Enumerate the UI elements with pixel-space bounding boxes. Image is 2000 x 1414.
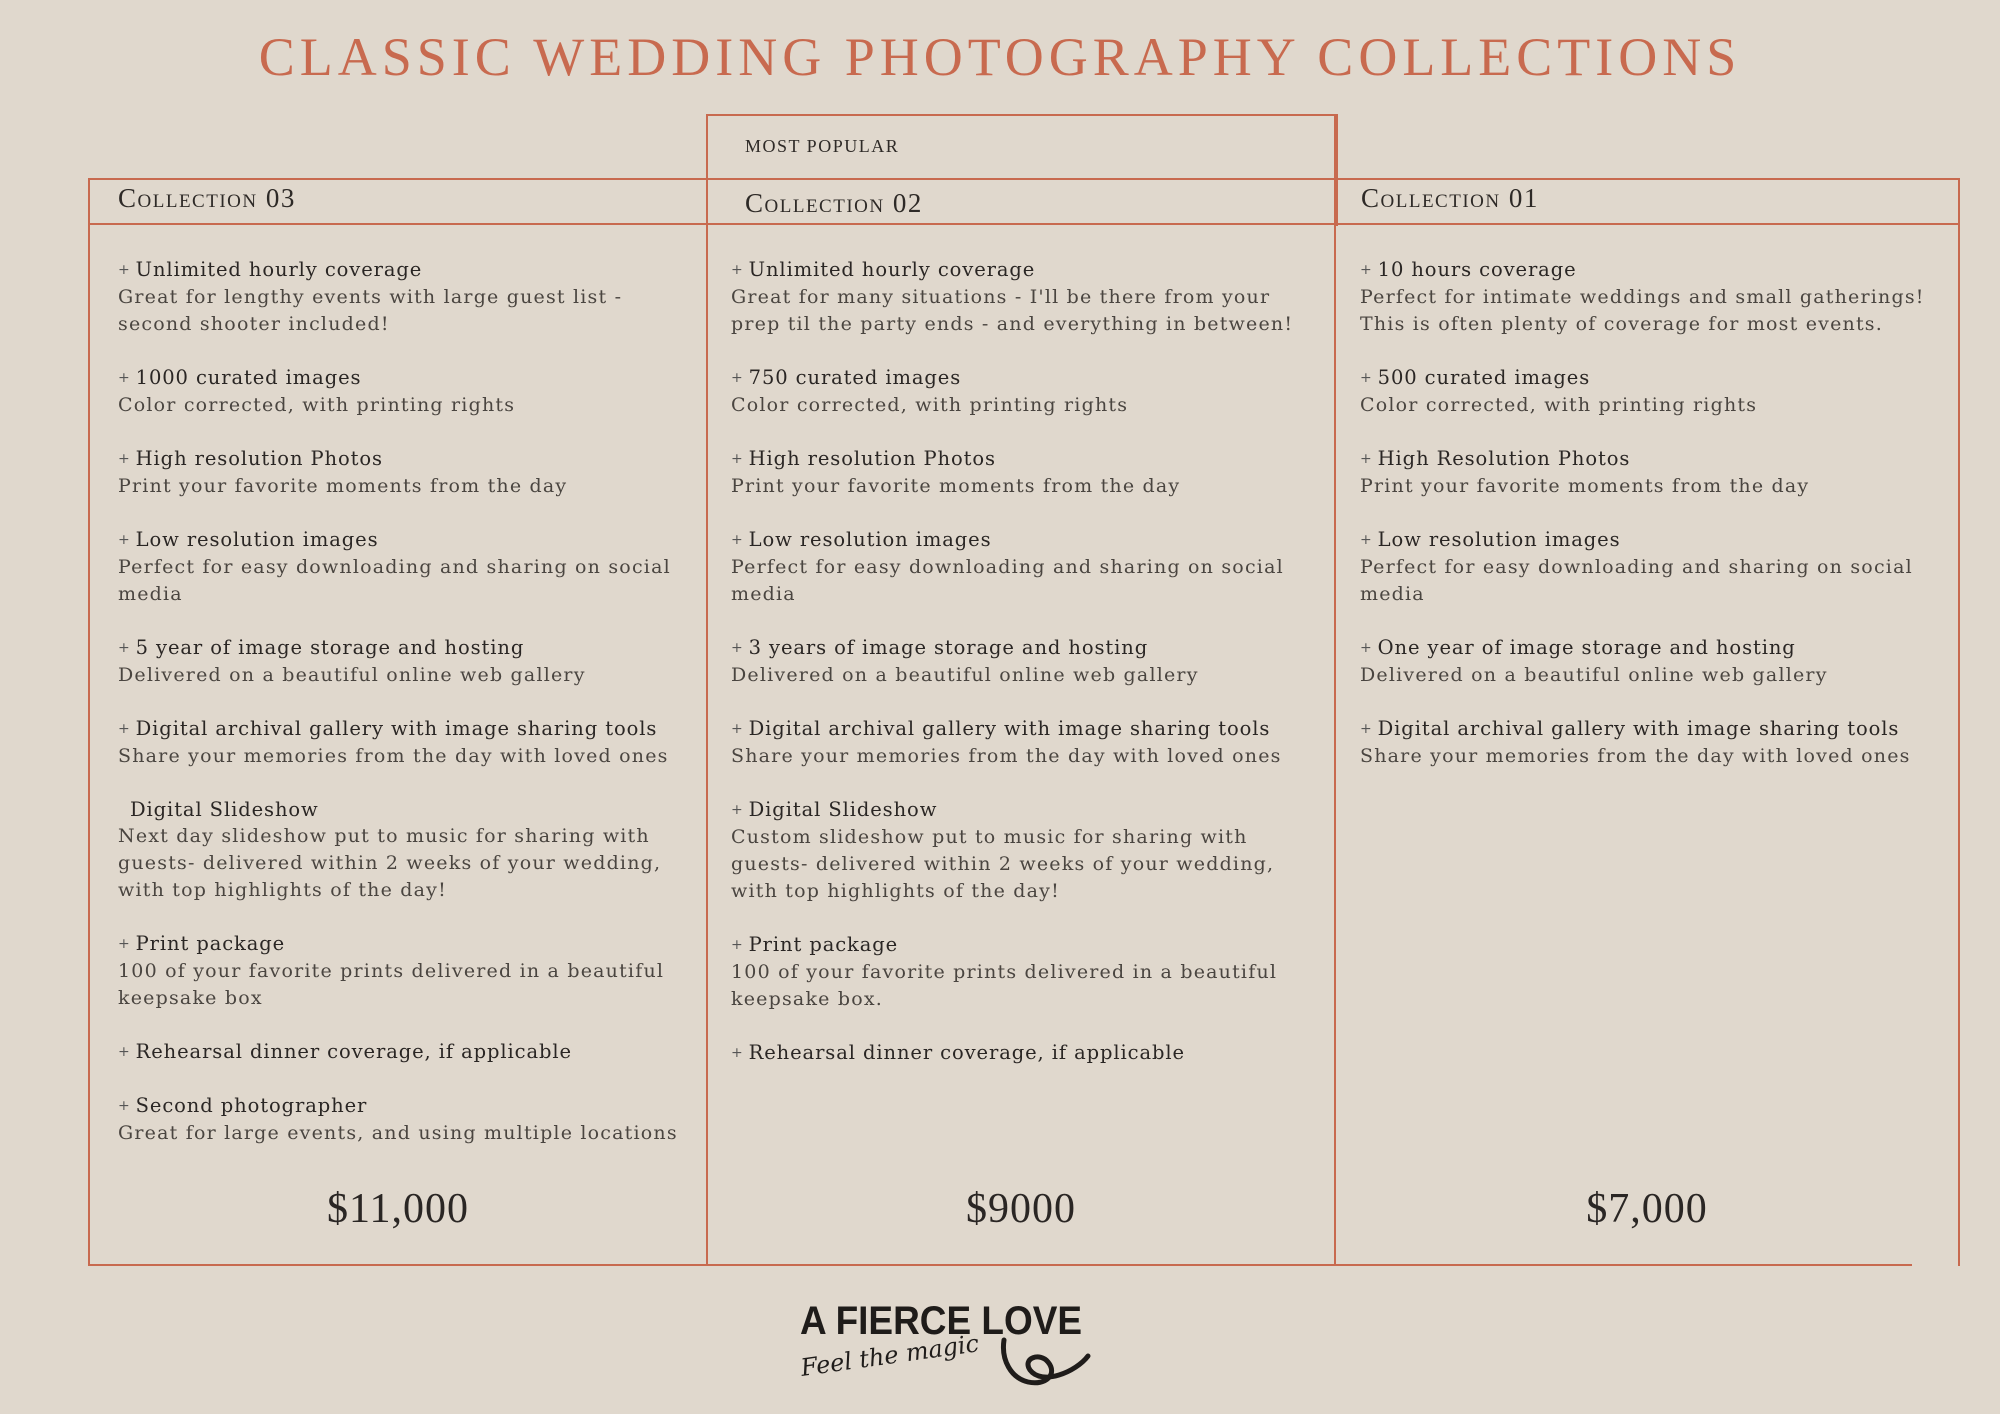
feature-item	[118, 930, 698, 1012]
feature-title	[118, 634, 698, 662]
feature-title	[1360, 634, 1950, 662]
collection-03-title: Collection 03	[118, 183, 296, 213]
collection-03-price: $11,000	[327, 1186, 469, 1232]
most-popular-label: MOST POPULAR	[745, 136, 900, 156]
feature-title	[731, 931, 1321, 959]
logo-wordmark: A FIERCE LOVE	[800, 1299, 1082, 1343]
feature-description: 100 of your favorite prints delivered in a beautiful keepsake box	[118, 960, 665, 1009]
feature-description: Perfect for easy downloading and sharing on social media	[118, 556, 671, 605]
plus-bullet-icon: +	[118, 1098, 131, 1114]
feature-title-text: Unlimited hourly coverage	[748, 258, 1036, 281]
plus-bullet-icon: +	[1360, 532, 1373, 548]
feature-item	[1360, 634, 1950, 689]
feature-title	[731, 526, 1321, 554]
feature-title-text: Low resolution images	[135, 528, 379, 551]
table-top-border	[88, 178, 1960, 180]
feature-item	[118, 445, 698, 500]
feature-title-text: 3 years of image storage and hosting	[748, 636, 1149, 659]
plus-bullet-icon: +	[118, 721, 131, 737]
feature-item	[731, 634, 1321, 689]
feature-description: Print your favorite moments from the day	[731, 475, 1181, 497]
collection-02-price: $9000	[966, 1186, 1076, 1232]
fierce-love-logo	[796, 1290, 1096, 1400]
feature-description: Share your memories from the day with loved ones	[1360, 745, 1911, 767]
feature-title-text: Digital Slideshow	[748, 798, 938, 821]
feature-item	[731, 796, 1321, 905]
table-bottom-border	[88, 1264, 1912, 1266]
feature-description: Next day slideshow put to music for sharing with guests- delivered within 2 weeks of your wedding, with top highlights of the day!	[118, 825, 662, 901]
feature-item	[731, 256, 1321, 338]
feature-item	[118, 634, 698, 689]
feature-title	[731, 634, 1321, 662]
feature-title	[118, 526, 698, 554]
feature-description: Delivered on a beautiful online web gallery	[1360, 664, 1828, 686]
feature-item	[1360, 445, 1950, 500]
feature-description: Share your memories from the day with loved ones	[118, 745, 669, 767]
feature-title-text: Print package	[748, 933, 899, 956]
feature-title-text: Rehearsal dinner coverage, if applicable	[135, 1040, 572, 1063]
plus-bullet-icon: +	[118, 262, 131, 278]
feature-item	[731, 526, 1321, 608]
feature-title-text: 5 year of image storage and hosting	[135, 636, 525, 659]
feature-title	[731, 445, 1321, 473]
logo-tagline: Feel the magic	[798, 1329, 981, 1382]
column-divider-2	[1334, 114, 1336, 1266]
plus-bullet-icon: +	[731, 370, 744, 386]
feature-item	[731, 931, 1321, 1013]
plus-bullet-icon: +	[731, 451, 744, 467]
feature-title-text: 500 curated images	[1377, 366, 1591, 389]
feature-title	[118, 1092, 698, 1120]
feature-title-text: High resolution Photos	[135, 447, 383, 470]
feature-title-text: Low resolution images	[748, 528, 992, 551]
feature-title-text: Print package	[135, 932, 286, 955]
feature-title	[1360, 445, 1950, 473]
feature-item	[1360, 256, 1950, 338]
feature-description: Print your favorite moments from the day	[118, 475, 568, 497]
feature-item	[731, 364, 1321, 419]
feature-title-text: High resolution Photos	[748, 447, 996, 470]
feature-item	[118, 526, 698, 608]
feature-description: Color corrected, with printing rights	[118, 394, 516, 416]
plus-bullet-icon: +	[118, 370, 131, 386]
plus-bullet-icon: +	[118, 451, 131, 467]
plus-bullet-icon: +	[731, 532, 744, 548]
feature-description: Great for lengthy events with large guest list - second shooter included!	[118, 286, 623, 335]
table-left-border	[88, 178, 90, 1266]
feature-title	[731, 364, 1321, 392]
feature-title	[1360, 364, 1950, 392]
plus-bullet-icon: +	[118, 640, 131, 656]
feature-title	[118, 445, 698, 473]
feature-title-text: Digital archival gallery with image sharing tools	[748, 717, 1271, 740]
header-divider	[88, 223, 1960, 225]
feature-item	[731, 445, 1321, 500]
plus-bullet-icon: +	[1360, 451, 1373, 467]
feature-description: Perfect for intimate weddings and small gatherings! This is often plenty of coverage for most events.	[1360, 286, 1925, 335]
feature-title	[118, 364, 698, 392]
feature-item	[118, 1038, 698, 1066]
feature-item	[118, 1092, 698, 1147]
feature-description: Color corrected, with printing rights	[731, 394, 1129, 416]
swirl-flourish-icon	[1003, 1340, 1088, 1383]
feature-title-text: Second photographer	[135, 1094, 368, 1117]
collection-01-features	[1360, 256, 1950, 796]
feature-title	[1360, 256, 1950, 284]
feature-description: Great for large events, and using multiple locations	[118, 1122, 678, 1144]
feature-title-text: Rehearsal dinner coverage, if applicable	[748, 1041, 1185, 1064]
feature-title-text: 1000 curated images	[135, 366, 362, 389]
feature-title	[118, 715, 698, 743]
feature-title-text: One year of image storage and hosting	[1377, 636, 1796, 659]
feature-title	[731, 1039, 1321, 1067]
collection-01-price: $7,000	[1586, 1186, 1708, 1232]
plus-bullet-icon: +	[1360, 721, 1373, 737]
feature-item	[118, 715, 698, 770]
feature-title-text: Digital archival gallery with image sharing tools	[1377, 717, 1900, 740]
feature-item	[118, 256, 698, 338]
plus-bullet-icon: +	[1360, 370, 1373, 386]
feature-title-text: Unlimited hourly coverage	[135, 258, 423, 281]
plus-bullet-icon: +	[1360, 640, 1373, 656]
feature-item	[1360, 715, 1950, 770]
plus-bullet-icon: +	[731, 802, 744, 818]
feature-title	[118, 1038, 698, 1066]
page-title: CLASSIC WEDDING PHOTOGRAPHY COLLECTIONS	[258, 27, 1742, 87]
feature-title	[118, 256, 698, 284]
collection-01-title: Collection 01	[1361, 183, 1539, 213]
feature-title-text: High Resolution Photos	[1377, 447, 1631, 470]
feature-title	[731, 715, 1321, 743]
feature-item	[731, 715, 1321, 770]
feature-description: 100 of your favorite prints delivered in a beautiful keepsake box.	[731, 961, 1278, 1010]
feature-title-text: Digital Slideshow	[130, 798, 319, 821]
feature-item	[118, 796, 698, 904]
plus-bullet-icon: +	[731, 262, 744, 278]
feature-description: Color corrected, with printing rights	[1360, 394, 1758, 416]
feature-item	[1360, 364, 1950, 419]
plus-bullet-icon: +	[731, 1045, 744, 1061]
feature-title-text: Digital archival gallery with image sharing tools	[135, 717, 658, 740]
feature-description: Perfect for easy downloading and sharing on social media	[731, 556, 1284, 605]
feature-title-text: 750 curated images	[748, 366, 962, 389]
feature-description: Print your favorite moments from the day	[1360, 475, 1810, 497]
feature-title	[118, 930, 698, 958]
plus-bullet-icon: +	[118, 936, 131, 952]
feature-title	[118, 796, 698, 823]
collection-03-features	[118, 256, 698, 1173]
feature-title	[731, 796, 1321, 824]
feature-item	[1360, 526, 1950, 608]
feature-description: Share your memories from the day with loved ones	[731, 745, 1282, 767]
plus-bullet-icon: +	[731, 640, 744, 656]
feature-title	[1360, 715, 1950, 743]
plus-bullet-icon: +	[118, 532, 131, 548]
feature-description: Delivered on a beautiful online web gallery	[118, 664, 586, 686]
feature-description: Delivered on a beautiful online web gallery	[731, 664, 1199, 686]
plus-bullet-icon: +	[1360, 262, 1373, 278]
feature-title-text: Low resolution images	[1377, 528, 1621, 551]
collection-02-features	[731, 256, 1321, 1093]
column-divider-1	[706, 114, 708, 1266]
table-right-border	[1958, 178, 1960, 1266]
feature-item	[118, 364, 698, 419]
plus-bullet-icon: +	[731, 937, 744, 953]
collection-02-title: Collection 02	[745, 188, 923, 218]
feature-title-text: 10 hours coverage	[1377, 258, 1577, 281]
feature-description: Perfect for easy downloading and sharing on social media	[1360, 556, 1913, 605]
feature-title	[1360, 526, 1950, 554]
feature-description: Custom slideshow put to music for sharing with guests- delivered within 2 weeks of your wedding, with top highlights of the day!	[731, 826, 1275, 902]
plus-bullet-icon: +	[731, 721, 744, 737]
plus-bullet-icon: +	[118, 1044, 131, 1060]
feature-title	[731, 256, 1321, 284]
feature-description: Great for many situations - I'll be there from your prep til the party ends - and everything in between!	[731, 286, 1294, 335]
feature-item	[731, 1039, 1321, 1067]
